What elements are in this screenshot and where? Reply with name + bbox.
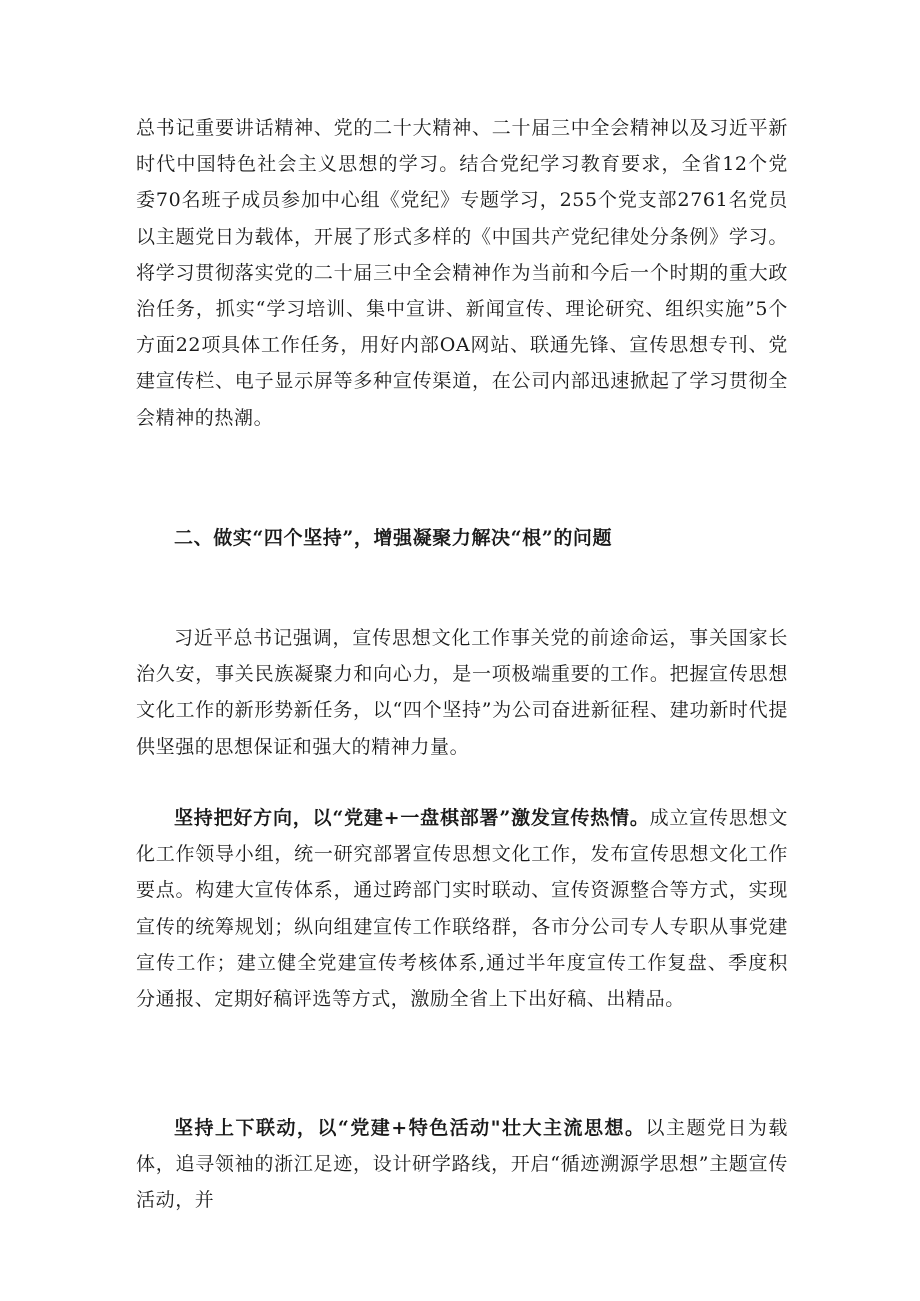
paragraph-4-body: 以主题党日为载体，追寻领袖的浙江足迹，设计研学路线，开启“循迹溯源学思想”主题宣传活动，并	[136, 1117, 788, 1212]
body-paragraph-1: 总书记重要讲话精神、党的二十大精神、二十届三中全会精神以及习近平新时代中国特色社会主义思想的学习。结合党纪学习教育要求，全省12个党委70名班子成员参加中心组《党纪》专题学习，255个党支部2761名党员以主题党日为载体，开展了形式多样的《中国共产党纪律处分条例》学习。将学习贯彻落实党的二十届三中全会精神作为当前和今后一个时期的重大政治任务，抓实“学习培训、集中宣讲、新闻宣传、理论研究、组织实施”5个方面22项具体工作任务，用好内部OA网站、联通先锋、宣传思想专刊、党建宣传栏、电子显示屏等多种宣传渠道，在公司内部迅速掀起了学习贯彻全会精神的热潮。	[136, 117, 788, 429]
body-paragraph-3	[136, 800, 788, 1017]
body-paragraph-2: 习近平总书记强调，宣传思想文化工作事关党的前途命运，事关国家长治久安，事关民族凝聚力和向心力，是一项极端重要的工作。把握宣传思想文化工作的新形势新任务，以“四个坚持”为公司奋进新征程、建功新时代提供坚强的思想保证和强大的精神力量。	[136, 627, 788, 758]
paragraph-4-lead: 坚持上下联动，以“党建+特色活动"壮大主流思想。	[174, 1117, 646, 1139]
body-paragraph-4	[136, 1110, 788, 1219]
paragraph-3-lead: 坚持把好方向，以“党建+一盘棋部署”激发宣传热情。	[174, 807, 650, 829]
paragraph-3-body: 成立宣传思想文化工作领导小组，统一研究部署宣传思想文化工作，发布宣传思想文化工作要点。构建大宣传体系，通过跨部门实时联动、宣传资源整合等方式，实现宣传的统筹规划；纵向组建宣传工作联络群，各市分公司专人专职从事党建宣传工作；建立健全党建宣传考核体系,通过半年度宣传工作复盘、季度积分通报、定期好稿评选等方式，激励全省上下出好稿、出精品。	[136, 807, 789, 1011]
section-heading: 二、做实“四个坚持”，增强凝聚力解决“根”的问题	[174, 527, 613, 549]
